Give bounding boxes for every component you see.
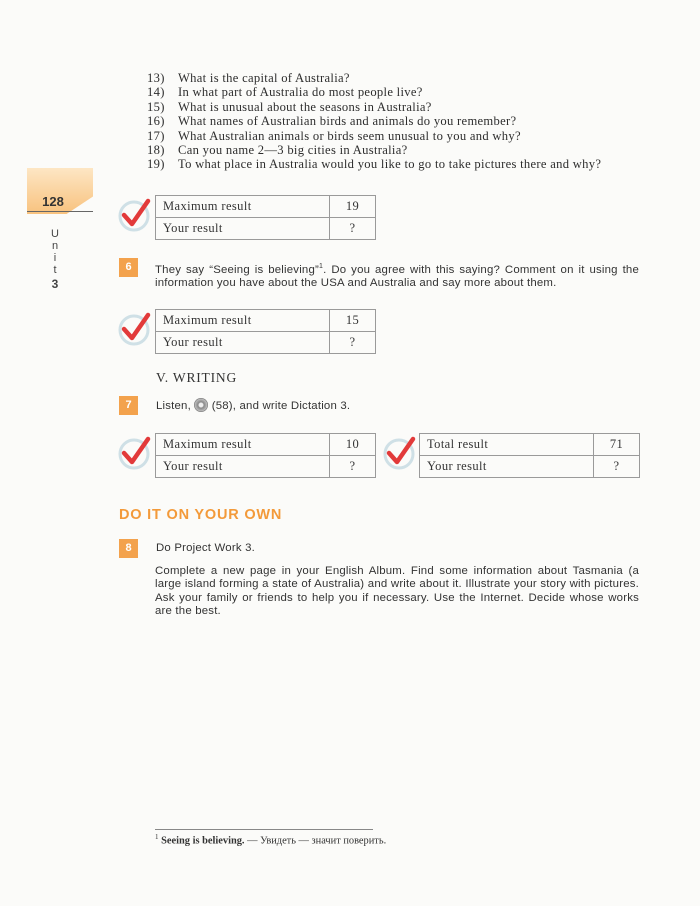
table-row — [156, 332, 376, 354]
unit-letter: n — [51, 240, 59, 252]
max-result-value: 15 — [330, 310, 376, 332]
your-result-value: ? — [594, 456, 640, 478]
result-table — [155, 195, 376, 240]
total-result-value: 71 — [594, 434, 640, 456]
footnote-rule — [155, 829, 373, 830]
unit-letter: i — [53, 252, 57, 264]
exercise-badge: 7 — [119, 396, 138, 415]
question-item: 17) What Australian animals or birds seem unusual to you and why? — [147, 128, 521, 143]
section-heading: V. WRITING — [156, 370, 237, 385]
your-result-label: Your result — [156, 218, 330, 240]
cd-disc-icon — [194, 398, 208, 412]
red-checkmark-icon — [116, 195, 156, 235]
footnote-marker: 1 — [319, 263, 324, 270]
question-item: 14) In what part of Australia do most people live? — [147, 85, 423, 100]
max-result-value: 10 — [330, 434, 376, 456]
question-item: 19) To what place in Australia would you like to go to take pictures there and why? — [147, 157, 602, 172]
exercise-badge: 6 — [119, 258, 138, 277]
unit-letter: t — [53, 264, 57, 276]
question-item: 15) What is unusual about the seasons in Australia? — [147, 99, 432, 114]
question-item: 18) Can you name 2—3 big cities in Australia? — [147, 143, 408, 158]
table-row — [420, 456, 640, 478]
question-item: 16) What names of Australian birds and animals do you remember? — [147, 114, 517, 129]
your-result-label: Your result — [156, 456, 330, 478]
result-table — [155, 309, 376, 354]
table-row — [156, 434, 376, 456]
total-result-table — [419, 433, 640, 478]
footnote: $^1$ Seeing is believing. — Увидеть — значит поверить. — [155, 833, 387, 847]
unit-label — [48, 228, 62, 290]
table-row — [156, 310, 376, 332]
footnote-phrase: Seeing is believing. — [161, 835, 245, 847]
unit-number: 3 — [51, 277, 59, 291]
red-checkmark-icon — [116, 433, 156, 473]
your-result-label: Your result — [420, 456, 594, 478]
your-result-label: Your result — [156, 332, 330, 354]
exercise-7-text: Listen, (58), and write Dictation 3. — [156, 400, 351, 412]
footnote-translation: — Увидеть — значит поверить. — [247, 835, 387, 847]
exercise-8-line: Do Project Work 3. — [156, 542, 255, 554]
table-row — [420, 434, 640, 456]
max-result-label: Maximum result — [156, 434, 330, 456]
unit-letter: U — [51, 228, 59, 240]
exercise-badge: 8 — [119, 539, 138, 558]
table-row — [156, 456, 376, 478]
question-list — [147, 71, 618, 172]
page-number-rule — [27, 211, 93, 212]
max-result-label: Maximum result — [156, 310, 330, 332]
result-table — [155, 433, 376, 478]
max-result-label: Maximum result — [156, 196, 330, 218]
your-result-value: ? — [330, 456, 376, 478]
exercise-6-text: They say “Seeing is believing”$^1$. Do you agree with this saying? Comment on it using the information you have about the USA and Australia and say more about them. — [155, 263, 640, 290]
table-row — [156, 218, 376, 240]
question-item: 13) What is the capital of Australia? — [147, 71, 350, 85]
your-result-value: ? — [330, 332, 376, 354]
page-number: 128 — [42, 194, 64, 209]
do-it-on-your-own-heading: DO IT ON YOUR OWN — [119, 507, 283, 523]
your-result-value: ? — [330, 218, 376, 240]
max-result-value: 19 — [330, 196, 376, 218]
total-result-label: Total result — [420, 434, 594, 456]
red-checkmark-icon — [381, 433, 421, 473]
exercise-8-paragraph: Complete a new page in your English Album. Find some information about Tasmania (a large island forming a state of Australia) and write about it. Illustrate your story with pictures. Ask your family or friends to help you if necessary. Use the Internet. Decide whose works are the best. — [155, 565, 639, 617]
table-row — [156, 196, 376, 218]
red-checkmark-icon — [116, 309, 156, 349]
